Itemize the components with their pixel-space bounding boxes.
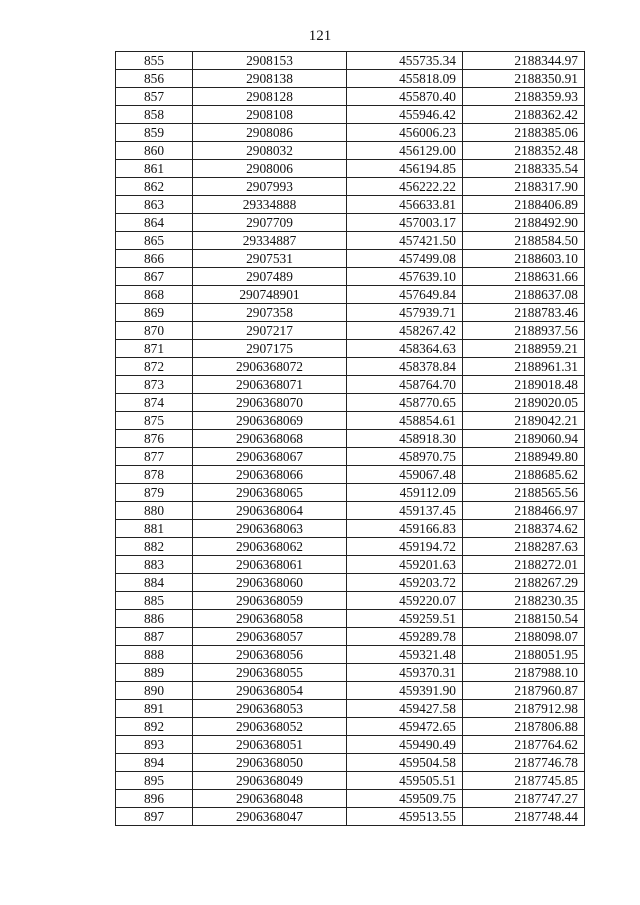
table-row <box>116 214 585 232</box>
y-coordinate-cell: 2188637.08 <box>463 286 585 304</box>
point-id-cell: 2906368047 <box>193 808 347 826</box>
table-row <box>116 88 585 106</box>
table-row <box>116 286 585 304</box>
y-coordinate-cell: 2189060.94 <box>463 430 585 448</box>
x-coordinate-cell: 457003.17 <box>347 214 463 232</box>
point-id-cell: 2907709 <box>193 214 347 232</box>
y-coordinate-cell: 2187746.78 <box>463 754 585 772</box>
row-number-cell: 880 <box>116 502 193 520</box>
y-coordinate-cell: 2188374.62 <box>463 520 585 538</box>
point-id-cell: 2906368063 <box>193 520 347 538</box>
y-coordinate-cell: 2188466.97 <box>463 502 585 520</box>
x-coordinate-cell: 459166.83 <box>347 520 463 538</box>
point-id-cell: 2907175 <box>193 340 347 358</box>
table-row <box>116 322 585 340</box>
row-number-cell: 863 <box>116 196 193 214</box>
table-row <box>116 682 585 700</box>
table-row <box>116 160 585 178</box>
row-number-cell: 897 <box>116 808 193 826</box>
y-coordinate-cell: 2187745.85 <box>463 772 585 790</box>
point-id-cell: 2906368060 <box>193 574 347 592</box>
row-number-cell: 861 <box>116 160 193 178</box>
table-row <box>116 394 585 412</box>
x-coordinate-cell: 455946.42 <box>347 106 463 124</box>
y-coordinate-cell: 2188631.66 <box>463 268 585 286</box>
row-number-cell: 864 <box>116 214 193 232</box>
point-id-cell: 2906368058 <box>193 610 347 628</box>
table-row <box>116 502 585 520</box>
row-number-cell: 871 <box>116 340 193 358</box>
point-id-cell: 29334888 <box>193 196 347 214</box>
row-number-cell: 867 <box>116 268 193 286</box>
point-id-cell: 2906368049 <box>193 772 347 790</box>
table-row <box>116 556 585 574</box>
x-coordinate-cell: 459289.78 <box>347 628 463 646</box>
y-coordinate-cell: 2187806.88 <box>463 718 585 736</box>
point-id-cell: 2906368057 <box>193 628 347 646</box>
table-row <box>116 250 585 268</box>
x-coordinate-cell: 456129.00 <box>347 142 463 160</box>
x-coordinate-cell: 459321.48 <box>347 646 463 664</box>
x-coordinate-cell: 459259.51 <box>347 610 463 628</box>
point-id-cell: 2906368051 <box>193 736 347 754</box>
point-id-cell: 2906368071 <box>193 376 347 394</box>
point-id-cell: 2907217 <box>193 322 347 340</box>
point-id-cell: 2906368052 <box>193 718 347 736</box>
x-coordinate-cell: 457939.71 <box>347 304 463 322</box>
table-row <box>116 520 585 538</box>
table-row <box>116 178 585 196</box>
point-id-cell: 2906368064 <box>193 502 347 520</box>
x-coordinate-cell: 459505.51 <box>347 772 463 790</box>
x-coordinate-cell: 459490.49 <box>347 736 463 754</box>
point-id-cell: 2906368061 <box>193 556 347 574</box>
x-coordinate-cell: 455818.09 <box>347 70 463 88</box>
point-id-cell: 2906368059 <box>193 592 347 610</box>
y-coordinate-cell: 2188098.07 <box>463 628 585 646</box>
y-coordinate-cell: 2188685.62 <box>463 466 585 484</box>
point-id-cell: 2906368055 <box>193 664 347 682</box>
row-number-cell: 876 <box>116 430 193 448</box>
y-coordinate-cell: 2188150.54 <box>463 610 585 628</box>
table-row <box>116 142 585 160</box>
row-number-cell: 888 <box>116 646 193 664</box>
y-coordinate-cell: 2188949.80 <box>463 448 585 466</box>
y-coordinate-cell: 2188565.56 <box>463 484 585 502</box>
table-row <box>116 754 585 772</box>
row-number-cell: 858 <box>116 106 193 124</box>
row-number-cell: 866 <box>116 250 193 268</box>
x-coordinate-cell: 459220.07 <box>347 592 463 610</box>
table-row <box>116 358 585 376</box>
point-id-cell: 2906368067 <box>193 448 347 466</box>
point-id-cell: 2906368070 <box>193 394 347 412</box>
table-row <box>116 772 585 790</box>
point-id-cell: 2906368056 <box>193 646 347 664</box>
y-coordinate-cell: 2188352.48 <box>463 142 585 160</box>
table-row <box>116 628 585 646</box>
x-coordinate-cell: 459504.58 <box>347 754 463 772</box>
row-number-cell: 872 <box>116 358 193 376</box>
row-number-cell: 893 <box>116 736 193 754</box>
y-coordinate-cell: 2187960.87 <box>463 682 585 700</box>
x-coordinate-cell: 459194.72 <box>347 538 463 556</box>
row-number-cell: 855 <box>116 52 193 70</box>
table-row <box>116 610 585 628</box>
point-id-cell: 2908128 <box>193 88 347 106</box>
point-id-cell: 2906368072 <box>193 358 347 376</box>
y-coordinate-cell: 2187988.10 <box>463 664 585 682</box>
point-id-cell: 2906368054 <box>193 682 347 700</box>
row-number-cell: 879 <box>116 484 193 502</box>
table-row <box>116 52 585 70</box>
row-number-cell: 868 <box>116 286 193 304</box>
x-coordinate-cell: 458918.30 <box>347 430 463 448</box>
point-id-cell: 2908086 <box>193 124 347 142</box>
table-row <box>116 412 585 430</box>
x-coordinate-cell: 459427.58 <box>347 700 463 718</box>
point-id-cell: 2906368069 <box>193 412 347 430</box>
table-row <box>116 484 585 502</box>
y-coordinate-cell: 2188584.50 <box>463 232 585 250</box>
table-row <box>116 736 585 754</box>
row-number-cell: 870 <box>116 322 193 340</box>
point-id-cell: 2907489 <box>193 268 347 286</box>
table-row <box>116 340 585 358</box>
point-id-cell: 2908006 <box>193 160 347 178</box>
point-id-cell: 29334887 <box>193 232 347 250</box>
y-coordinate-cell: 2188272.01 <box>463 556 585 574</box>
x-coordinate-cell: 459509.75 <box>347 790 463 808</box>
row-number-cell: 874 <box>116 394 193 412</box>
y-coordinate-cell: 2188317.90 <box>463 178 585 196</box>
row-number-cell: 891 <box>116 700 193 718</box>
row-number-cell: 869 <box>116 304 193 322</box>
table-row <box>116 376 585 394</box>
table-row <box>116 718 585 736</box>
table-row <box>116 646 585 664</box>
y-coordinate-cell: 2188362.42 <box>463 106 585 124</box>
point-id-cell: 2908032 <box>193 142 347 160</box>
row-number-cell: 865 <box>116 232 193 250</box>
y-coordinate-cell: 2188959.21 <box>463 340 585 358</box>
row-number-cell: 883 <box>116 556 193 574</box>
y-coordinate-cell: 2188937.56 <box>463 322 585 340</box>
x-coordinate-cell: 457499.08 <box>347 250 463 268</box>
y-coordinate-cell: 2188344.97 <box>463 52 585 70</box>
table-row <box>116 574 585 592</box>
row-number-cell: 895 <box>116 772 193 790</box>
point-id-cell: 2906368065 <box>193 484 347 502</box>
row-number-cell: 882 <box>116 538 193 556</box>
table-row <box>116 466 585 484</box>
table-row <box>116 70 585 88</box>
row-number-cell: 892 <box>116 718 193 736</box>
x-coordinate-cell: 458770.65 <box>347 394 463 412</box>
y-coordinate-cell: 2188961.31 <box>463 358 585 376</box>
row-number-cell: 873 <box>116 376 193 394</box>
table-row <box>116 268 585 286</box>
y-coordinate-cell: 2189018.48 <box>463 376 585 394</box>
x-coordinate-cell: 459472.65 <box>347 718 463 736</box>
x-coordinate-cell: 459067.48 <box>347 466 463 484</box>
x-coordinate-cell: 459112.09 <box>347 484 463 502</box>
point-id-cell: 2906368048 <box>193 790 347 808</box>
table-row <box>116 592 585 610</box>
row-number-cell: 889 <box>116 664 193 682</box>
point-id-cell: 2907358 <box>193 304 347 322</box>
coordinates-table-body <box>116 52 585 826</box>
y-coordinate-cell: 2188406.89 <box>463 196 585 214</box>
x-coordinate-cell: 458267.42 <box>347 322 463 340</box>
x-coordinate-cell: 459370.31 <box>347 664 463 682</box>
y-coordinate-cell: 2188603.10 <box>463 250 585 268</box>
x-coordinate-cell: 455735.34 <box>347 52 463 70</box>
row-number-cell: 875 <box>116 412 193 430</box>
y-coordinate-cell: 2188783.46 <box>463 304 585 322</box>
row-number-cell: 878 <box>116 466 193 484</box>
table-row <box>116 448 585 466</box>
table-row <box>116 538 585 556</box>
y-coordinate-cell: 2189042.21 <box>463 412 585 430</box>
y-coordinate-cell: 2188350.91 <box>463 70 585 88</box>
x-coordinate-cell: 458854.61 <box>347 412 463 430</box>
row-number-cell: 862 <box>116 178 193 196</box>
y-coordinate-cell: 2188287.63 <box>463 538 585 556</box>
y-coordinate-cell: 2188359.93 <box>463 88 585 106</box>
point-id-cell: 2908138 <box>193 70 347 88</box>
y-coordinate-cell: 2188385.06 <box>463 124 585 142</box>
y-coordinate-cell: 2188230.35 <box>463 592 585 610</box>
x-coordinate-cell: 459137.45 <box>347 502 463 520</box>
table-row <box>116 790 585 808</box>
table-row <box>116 232 585 250</box>
row-number-cell: 859 <box>116 124 193 142</box>
x-coordinate-cell: 457649.84 <box>347 286 463 304</box>
point-id-cell: 2906368050 <box>193 754 347 772</box>
table-row <box>116 106 585 124</box>
x-coordinate-cell: 457421.50 <box>347 232 463 250</box>
x-coordinate-cell: 458970.75 <box>347 448 463 466</box>
x-coordinate-cell: 459513.55 <box>347 808 463 826</box>
y-coordinate-cell: 2187764.62 <box>463 736 585 754</box>
row-number-cell: 881 <box>116 520 193 538</box>
row-number-cell: 860 <box>116 142 193 160</box>
table-row <box>116 430 585 448</box>
table-row <box>116 808 585 826</box>
row-number-cell: 896 <box>116 790 193 808</box>
row-number-cell: 885 <box>116 592 193 610</box>
point-id-cell: 2906368066 <box>193 466 347 484</box>
point-id-cell: 2906368068 <box>193 430 347 448</box>
point-id-cell: 2906368053 <box>193 700 347 718</box>
y-coordinate-cell: 2187748.44 <box>463 808 585 826</box>
y-coordinate-cell: 2189020.05 <box>463 394 585 412</box>
table-row <box>116 664 585 682</box>
y-coordinate-cell: 2188492.90 <box>463 214 585 232</box>
x-coordinate-cell: 457639.10 <box>347 268 463 286</box>
page-number: 121 <box>308 28 332 44</box>
x-coordinate-cell: 456633.81 <box>347 196 463 214</box>
x-coordinate-cell: 456006.23 <box>347 124 463 142</box>
row-number-cell: 877 <box>116 448 193 466</box>
point-id-cell: 2908153 <box>193 52 347 70</box>
y-coordinate-cell: 2188335.54 <box>463 160 585 178</box>
x-coordinate-cell: 456222.22 <box>347 178 463 196</box>
table-row <box>116 304 585 322</box>
row-number-cell: 894 <box>116 754 193 772</box>
y-coordinate-cell: 2187912.98 <box>463 700 585 718</box>
row-number-cell: 890 <box>116 682 193 700</box>
row-number-cell: 886 <box>116 610 193 628</box>
table-row <box>116 124 585 142</box>
table-row <box>116 700 585 718</box>
x-coordinate-cell: 458764.70 <box>347 376 463 394</box>
y-coordinate-cell: 2188267.29 <box>463 574 585 592</box>
row-number-cell: 887 <box>116 628 193 646</box>
x-coordinate-cell: 459203.72 <box>347 574 463 592</box>
point-id-cell: 2906368062 <box>193 538 347 556</box>
point-id-cell: 2907531 <box>193 250 347 268</box>
table-row <box>116 196 585 214</box>
x-coordinate-cell: 459391.90 <box>347 682 463 700</box>
coordinates-table <box>115 51 585 826</box>
y-coordinate-cell: 2188051.95 <box>463 646 585 664</box>
x-coordinate-cell: 459201.63 <box>347 556 463 574</box>
point-id-cell: 2908108 <box>193 106 347 124</box>
row-number-cell: 856 <box>116 70 193 88</box>
x-coordinate-cell: 458364.63 <box>347 340 463 358</box>
row-number-cell: 857 <box>116 88 193 106</box>
point-id-cell: 2907993 <box>193 178 347 196</box>
x-coordinate-cell: 455870.40 <box>347 88 463 106</box>
point-id-cell: 290748901 <box>193 286 347 304</box>
x-coordinate-cell: 458378.84 <box>347 358 463 376</box>
x-coordinate-cell: 456194.85 <box>347 160 463 178</box>
y-coordinate-cell: 2187747.27 <box>463 790 585 808</box>
row-number-cell: 884 <box>116 574 193 592</box>
